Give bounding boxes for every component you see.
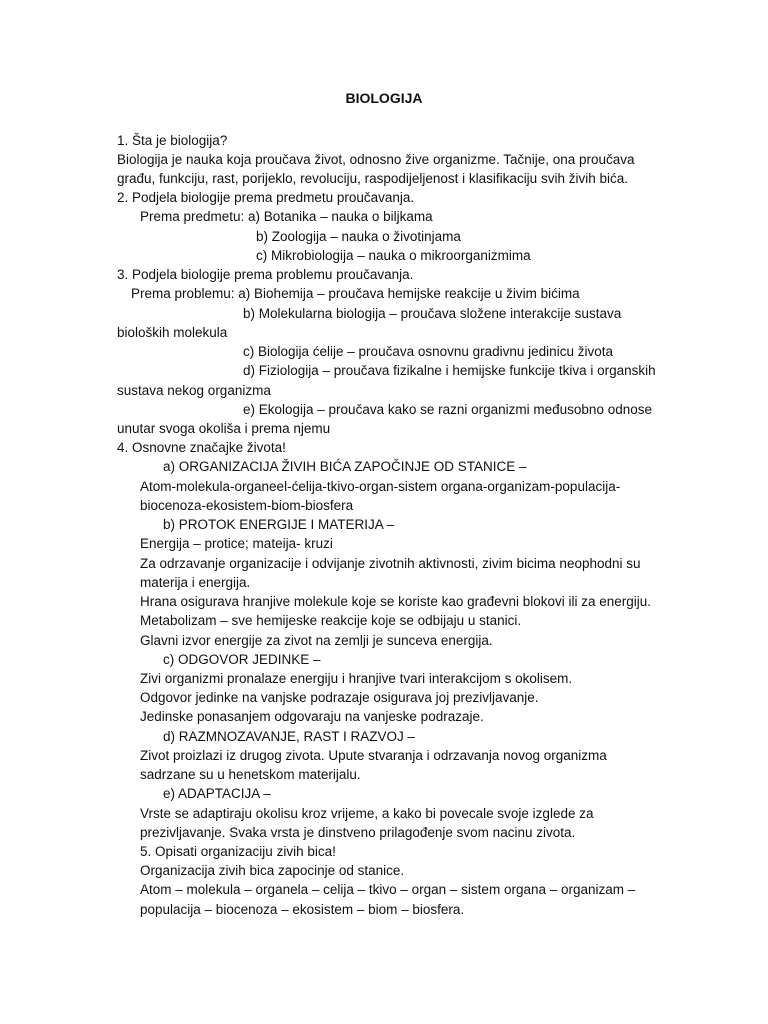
paragraph-line: Odgovor jedinke na vanjske podrazaje osigurava joj prezivljavanje. [140,690,539,705]
list-item: d) Fiziologija – proučava fizikalne i hemijske funkcije tkiva i organskih [243,363,656,378]
paragraph-line: populacija – biocenoza – ekosistem – biom – biosfera. [140,902,465,917]
document-title: BIOLOGIJA [345,90,423,106]
question-4: 4. Osnovne značajke života! [117,440,286,455]
paragraph-line: prezivljavanje. Svaka vrsta je dinstveno prilagođenje svom nacinu zivota. [140,825,576,840]
paragraph-line: Organizacija zivih bica zapocinje od stanice. [140,863,405,878]
paragraph-line: materija i energija. [140,575,251,590]
list-item: b) Molekularna biologija – proučava složene interakcije sustava [243,306,622,321]
subheading: c) ODGOVOR JEDINKE – [163,652,321,667]
list-item: c) Biologija ćelije – proučava osnovnu gradivnu jedinicu života [243,344,613,359]
list-item: Prema predmetu: a) Botanika – nauka o biljkama [140,209,433,224]
paragraph-line: Atom-molekula-organeel-ćelija-tkivo-organ-sistem organa-organizam-populacija- [140,479,621,494]
paragraph-line: Jedinske ponasanjem odgovaraju na vanjeske podrazaje. [140,709,484,724]
question-5: 5. Opisati organizaciju zivih bica! [140,844,336,859]
paragraph-line: Energija – protice; mateija- kruzi [140,536,333,551]
question-3: 3. Podjela biologije prema problemu proučavanja. [117,267,414,282]
paragraph-line: bioloških molekula [117,325,228,340]
subheading: d) RAZMNOZAVANJE, RAST I RAZVOJ – [163,729,416,744]
paragraph-line: Metabolizam – sve hemijeske reakcije koje se odbijaju u stanici. [140,613,522,628]
subheading: e) ADAPTACIJA – [163,786,271,801]
paragraph-line: građu, funkciju, rast, porijeklo, revoluciju, raspodijeljenost i klasifikaciju svih živih bića. [117,171,628,186]
list-item: Prema problemu: a) Biohemija – proučava hemijske reakcije u živim bićima [131,286,580,301]
paragraph-line: Hrana osigurava hranjive molekule koje se koriste kao građevni blokovi ili za energiju. [140,594,652,609]
list-item: b) Zoologija – nauka o životinjama [256,229,461,244]
paragraph-line: Zivot proizlazi iz drugog zivota. Upute stvaranja i odrzavanja novog organizma [140,748,607,763]
paragraph-line: Zivi organizmi pronalaze energiju i hranjive tvari interakcijom s okolisem. [140,671,573,686]
question-1: 1. Šta je biologija? [117,133,228,148]
paragraph-line: Atom – molekula – organela – celija – tkivo – organ – sistem organa – organizam – [140,882,636,897]
paragraph-line: Biologija je nauka koja proučava život, odnosno žive organizme. Tačnije, ona proučava [117,152,635,167]
paragraph-line: biocenoza-ekosistem-biom-biosfera [140,498,354,513]
paragraph-line: unutar svoga okoliša i prema njemu [117,421,331,436]
paragraph-line: Za odrzavanje organizacije i odvijanje zivotnih aktivnosti, zivim bicima neophodni su [140,556,641,571]
question-2: 2. Podjela biologije prema predmetu proučavanja. [117,190,415,205]
paragraph-line: sadrzane su u henetskom materijalu. [140,767,361,782]
subheading: a) ORGANIZACIJA ŽIVIH BIĆA ZAPOČINJE OD STANICE – [163,459,527,474]
list-item: e) Ekologija – proučava kako se razni organizmi međusobno odnose [243,402,652,417]
paragraph-line: Vrste se adaptiraju okolisu kroz vrijeme, a kako bi povecale svoje izglede za [140,806,594,821]
paragraph-line: Glavni izvor energije za zivot na zemlji je sunceva energija. [140,633,493,648]
list-item: c) Mikrobiologija – nauka o mikroorganizmima [256,248,531,263]
subheading: b) PROTOK ENERGIJE I MATERIJA – [163,517,395,532]
paragraph-line: sustava nekog organizma [117,383,271,398]
